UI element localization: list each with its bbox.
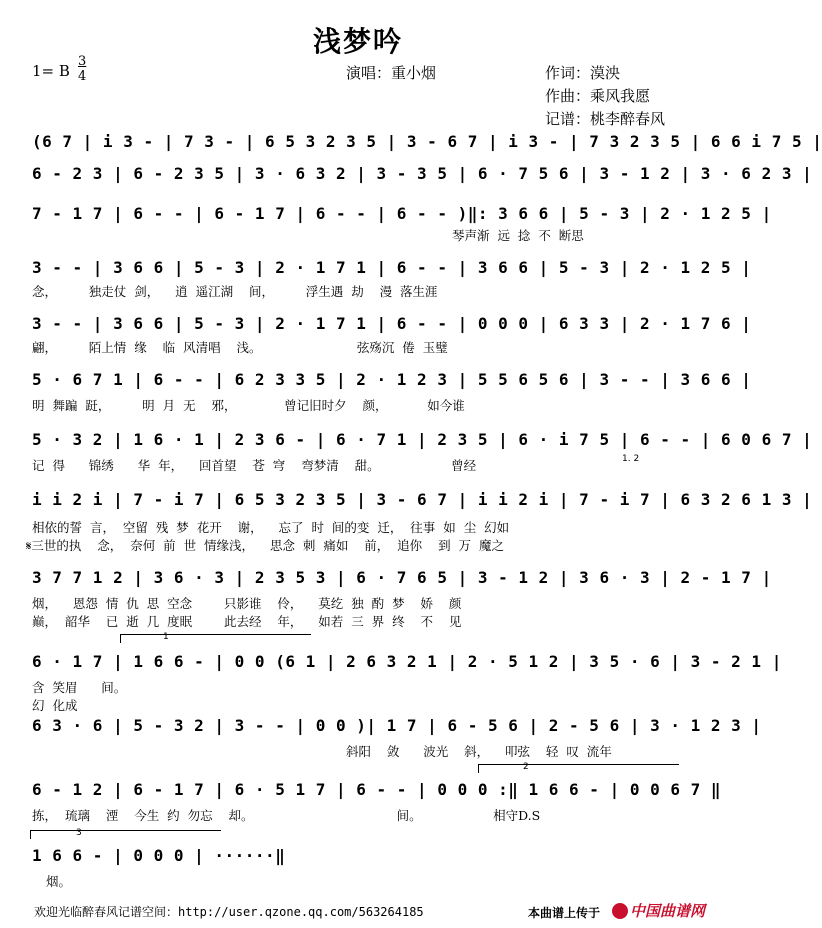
singer: 演唱：重小烟 bbox=[346, 64, 437, 82]
lyric-line-3: 琴声渐 远 捻 不 断思 bbox=[452, 228, 584, 243]
lyric-line-5: 翩， 陌上情 缘 临 风清唱 浅。 弦殇沉 倦 玉璧 bbox=[32, 340, 448, 355]
composer: 作曲：乘风我愿 bbox=[545, 87, 651, 105]
logo-text: 中国曲谱网 bbox=[630, 902, 706, 920]
logo-icon bbox=[612, 903, 628, 919]
footer-text: 欢迎光临醉春风记谱空间：http://user.qzone.qq.com/563264185 bbox=[34, 905, 424, 919]
uploader-label: 本曲谱上传于 bbox=[528, 906, 601, 920]
volta-label-1-2: 1. 2 bbox=[622, 454, 640, 464]
lyric-line-10b: 幻 化成 bbox=[32, 698, 78, 713]
lyricist: 作词：漠泱 bbox=[545, 64, 621, 82]
lyric-line-6: 明 舞蹁 跹， 明 月 无 邪， 曾记旧时夕 颜， 如今谁 bbox=[32, 398, 465, 413]
score-line-4: 3 - - | 3 6 6 | 5 - 3 | 2 · 1 7 1 | 6 - - | 3 6 6 | 5 - 3 | 2 · 1 2 5 | bbox=[32, 258, 752, 277]
lyric-line-9a: 烟， 恩怨 情 仇 思 空念 只影谁 伶， 莫纥 独 酌 梦 娇 颜 bbox=[32, 596, 462, 611]
song-title: 浅梦吟 bbox=[312, 25, 403, 58]
lyric-line-8a: 相依的誓 言， 空留 残 梦 花开 谢， 忘了 时 间的变 迁， 往事 如 尘 幻如 bbox=[32, 520, 510, 535]
volta-bracket-1 bbox=[120, 634, 311, 643]
score-line-7: 5 · 3 2 | 1 6 · 1 | 2 3 6 - | 6 · 7 1 | 2 3 5 | 6 · i 7 5 | 6 - - | 6 0 6 7 | bbox=[32, 430, 813, 449]
lyric-line-4: 念， 独走仗 剑， 逍 遥江湖 间， 浮生遇 劫 漫 落生涯 bbox=[32, 284, 438, 299]
score-line-13: 1 6 6 - | 0 0 0 | ······‖ bbox=[32, 846, 286, 865]
time-signature-top: 3 bbox=[78, 54, 87, 69]
volta-bracket-2 bbox=[478, 764, 679, 773]
transcriber: 记谱：桃李醉春风 bbox=[545, 110, 666, 128]
score-line-12: 6 - 1 2 | 6 - 1 7 | 6 · 5 1 7 | 6 - - | 0 0 0 :‖ 1 6 6 - | 0 0 6 7 ‖ bbox=[32, 780, 722, 799]
score-line-11: 6 3 · 6 | 5 - 3 2 | 3 - - | 0 0 )| 1 7 | 6 - 5 6 | 2 - 5 6 | 3 · 1 2 3 | bbox=[32, 716, 762, 735]
lyric-line-9b: 巅， 韶华 已 逝 几 度眠 此去经 年， 如若 三 界 终 不 见 bbox=[32, 614, 462, 629]
volta-number-1: 1 bbox=[163, 632, 169, 642]
lyric-line-12: 拣， 琉璃 湮 今生 约 勿忘 却。 间。 相守D.S bbox=[32, 808, 541, 823]
key-signature: 1= B bbox=[32, 62, 70, 80]
score-line-10: 6 · 1 7 | 1 6 6 - | 0 0 (6 1 | 2 6 3 2 1 | 2 · 5 1 2 | 3 5 · 6 | 3 - 2 1 | bbox=[32, 652, 782, 671]
lyric-line-11: 斜阳 敛 波光 斜， 叩弦 轻 叹 流年 bbox=[346, 744, 612, 759]
volta-bracket-3 bbox=[30, 830, 221, 839]
lyric-line-8b: 𝄋三世的执 念， 奈何 前 世 情缘浅， 思念 刺 痛如 前， 追你 到 万 魔之 bbox=[26, 538, 504, 553]
volta-number-3: 3 bbox=[76, 828, 82, 838]
time-signature-bottom: 4 bbox=[78, 69, 87, 84]
score-line-8: i i 2 i | 7 - i 7 | 6 5 3 2 3 5 | 3 - 6 7 | i i 2 i | 7 - i 7 | 6 3 2 6 1 3 | bbox=[32, 490, 813, 509]
lyric-line-7: 记 得 锦绣 华 年， 回首望 苍 穹 弯梦清 甜。 曾经 bbox=[32, 458, 477, 473]
lyric-line-10a: 含 笑眉 间。 bbox=[32, 680, 127, 695]
volta-number-2: 2 bbox=[523, 762, 529, 772]
score-line-9: 3 7 7 1 2 | 3 6 · 3 | 2 3 5 3 | 6 · 7 6 5 | 3 - 1 2 | 3 6 · 3 | 2 - 1 7 | bbox=[32, 568, 772, 587]
score-line-6: 5 · 6 7 1 | 6 - - | 6 2 3 3 5 | 2 · 1 2 3 | 5 5 6 5 6 | 3 - - | 3 6 6 | bbox=[32, 370, 752, 389]
score-line-1: (6 7 | i 3 - | 7 3 - | 6 5 3 2 3 5 | 3 - 6 7 | i 3 - | 7 3 2 3 5 | 6 6 i 7 5 | bbox=[32, 132, 822, 151]
score-line-5: 3 - - | 3 6 6 | 5 - 3 | 2 · 1 7 1 | 6 - - | 0 0 0 | 6 3 3 | 2 · 1 7 6 | bbox=[32, 314, 752, 333]
score-line-3: 7 - 1 7 | 6 - - | 6 - 1 7 | 6 - - | 6 - - )‖: 3 6 6 | 5 - 3 | 2 · 1 2 5 | bbox=[32, 204, 772, 223]
lyric-line-13: 烟。 bbox=[46, 874, 72, 889]
score-line-2: 6 - 2 3 | 6 - 2 3 5 | 3 · 6 3 2 | 3 - 3 5 | 6 · 7 5 6 | 3 - 1 2 | 3 · 6 2 3 | bbox=[32, 164, 813, 183]
site-logo bbox=[612, 900, 705, 921]
